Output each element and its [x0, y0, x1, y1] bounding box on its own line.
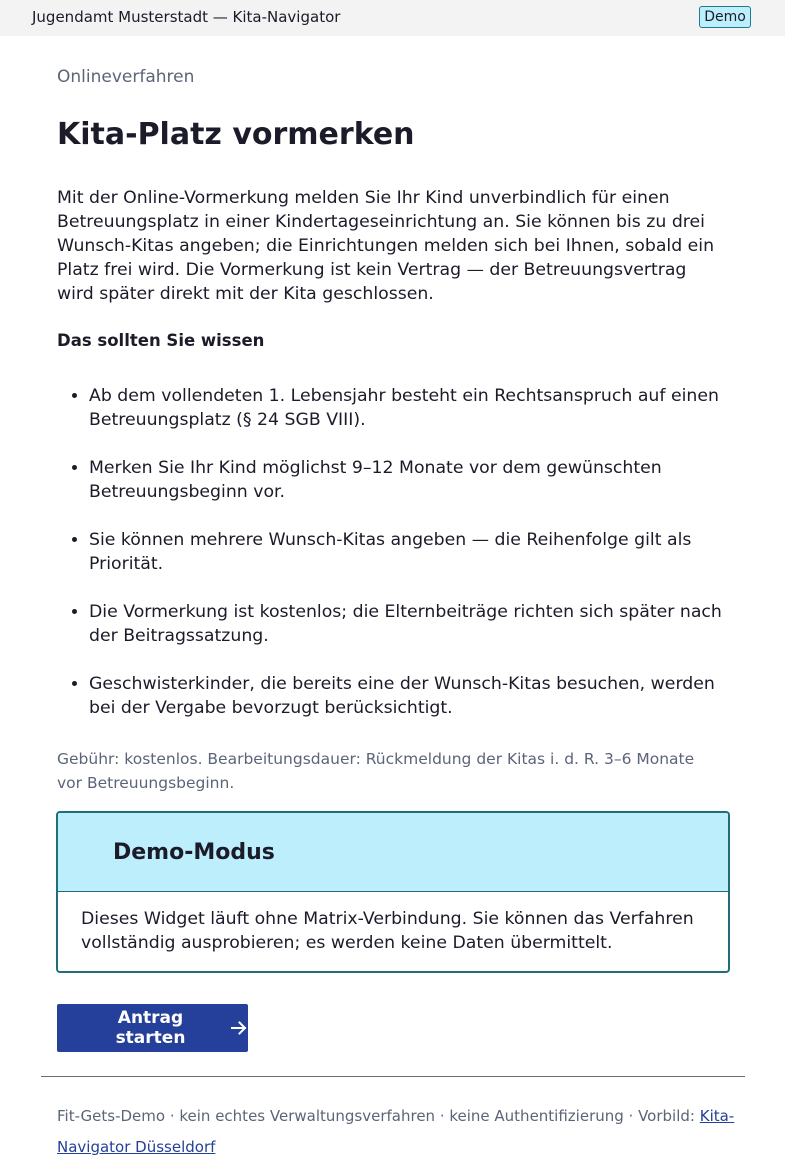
- demo-notice-header: [58, 813, 728, 892]
- top-bar: [0, 0, 785, 36]
- demo-notice-text: Dieses Widget läuft ohne Matrix-Verbindung. Sie können das Verfahren vollständig ausprobieren; es werden keine Daten übermittelt.: [81, 909, 694, 953]
- demo-notice-title: Demo-Modus: [113, 840, 275, 865]
- demo-mode-notice: [56, 811, 730, 973]
- eyebrow-label: Onlineverfahren: [57, 67, 195, 87]
- start-application-button[interactable]: [57, 1004, 248, 1052]
- intro-paragraph: Mit der Online-Vormerkung melden Sie Ihr Kind unverbindlich für einen Betreuungsplatz in einer Kindertageseinrichtung an. Sie können bis zu drei Wunsch-Kitas angeben; die Einrichtungen melden sich bei Ihnen, sobald ein Platz frei wird. Die Vormerkung ist kein Vertrag — der Betreuungsvertrag wird später direkt mit der Kita geschlossen.: [57, 188, 715, 304]
- list-item: • Sie können mehrere Wunsch-Kitas angeben — die Reihenfolge gilt als Priorität.: [89, 528, 737, 576]
- list-item: • Merken Sie Ihr Kind möglichst 9–12 Monate vor dem gewünschten Betreuungsbeginn vor.: [89, 456, 737, 504]
- footer-divider: [41, 1076, 745, 1077]
- arrow-right-icon: [230, 1019, 248, 1037]
- fee-note: Gebühr: kostenlos. Bearbeitungsdauer: Rückmeldung der Kitas i. d. R. 3–6 Monate vor Betreuungsbeginn.: [57, 750, 695, 792]
- footer-text: [57, 1101, 747, 1163]
- info-subheading: Das sollten Sie wissen: [57, 331, 265, 350]
- list-item: • Die Vormerkung ist kostenlos; die Elternbeiträge richten sich später nach der Beitragssatzung.: [89, 600, 737, 648]
- list-item: • Geschwisterkinder, die bereits eine der Wunsch-Kitas besuchen, werden bei der Vergabe bevorzugt berücksichtigt.: [89, 672, 737, 720]
- site-title: Jugendamt Musterstadt — Kita-Navigator: [32, 8, 341, 26]
- page-title: Kita-Platz vormerken: [57, 117, 415, 152]
- list-item: • Ab dem vollendeten 1. Lebensjahr besteht ein Rechtsanspruch auf einen Betreuungsplatz (§ 24 SGB VIII).: [89, 384, 737, 432]
- footer-note: Fit-Gets-Demo · kein echtes Verwaltungsverfahren · keine Authentifizierung · Vorbild:: [57, 1107, 695, 1125]
- reference-link[interactable]: Kita-Navigator Düsseldorf: [57, 1107, 735, 1156]
- info-list: [57, 384, 737, 744]
- demo-badge: Demo: [699, 6, 751, 28]
- start-button-label: Antrag starten: [115, 1008, 186, 1048]
